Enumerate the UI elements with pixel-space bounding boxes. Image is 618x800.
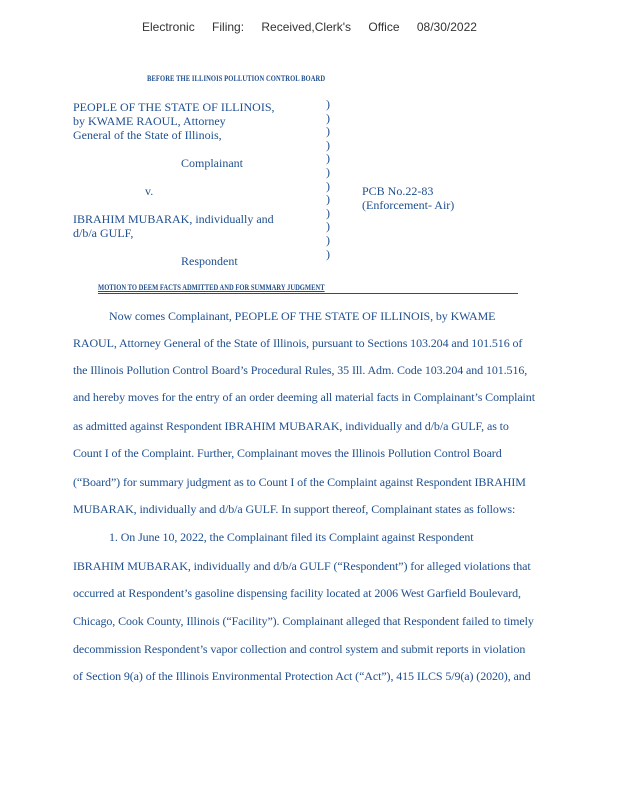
title-rule [98,293,518,294]
body-line: decommission Respondent’s vapor collection and control system and submit reports in violation [73,642,526,656]
paren: ) [326,110,330,125]
case-type: (Enforcement- Air) [362,198,455,212]
paren: ) [326,219,330,234]
numbered-paragraph-1: 1. On June 10, 2022, the Complainant filed its Complaint against Respondent [109,530,474,544]
body-line: RAOUL, Attorney General of the State of Illinois, pursuant to Sections 103.204 and 101.516 of [73,336,523,350]
plaintiff-line-3: General of the State of Illinois, [73,128,222,142]
paren: ) [326,124,330,139]
body-line: IBRAHIM MUBARAK, individually and d/b/a GULF (“Respondent”) for alleged violations that [73,559,531,573]
versus: v. [145,184,154,198]
header-filing: Filing: [212,20,245,34]
header-office: Office [368,20,400,34]
paren: ) [326,205,330,220]
plaintiff-line-1: PEOPLE OF THE STATE OF ILLINOIS, [73,100,275,114]
body-line: (“Board”) for summary judgment as to Count I of the Complaint against Respondent IBRAHIM [73,475,526,489]
paren: ) [326,151,330,166]
paren: ) [326,246,330,261]
paren: ) [326,178,330,193]
board-title: BEFORE THE ILLINOIS POLLUTION CONTROL BOARD [147,74,326,83]
body-line: of Section 9(a) of the Illinois Environmental Protection Act (“Act”), 415 ILCS 5/9(a) (2020), and [73,669,531,683]
paren: ) [326,137,330,152]
header-received: Received,Clerk's [261,20,352,34]
case-number: PCB No.22-83 [362,184,434,198]
body-line: the Illinois Pollution Control Board’s Procedural Rules, 35 Ill. Adm. Code 103.204 and 101.516, [73,363,528,377]
respondent-line-1: IBRAHIM MUBARAK, individually and [73,212,274,226]
body-line: as admitted against Respondent IBRAHIM MUBARAK, individually and d/b/a GULF, as to [73,419,509,433]
paren: ) [326,165,330,179]
paren: ) [326,233,330,247]
header-date: 08/30/2022 [416,20,477,34]
respondent-line-2: d/b/a GULF, [73,226,134,240]
body-line: Chicago, Cook County, Illinois (“Facility”). Complainant alleged that Respondent failed to timely [73,614,534,628]
body-line: MUBARAK, individually and d/b/a GULF. In support thereof, Complainant states as follows: [73,502,516,516]
header-electronic: Electronic [142,20,195,34]
body-line: Count I of the Complaint. Further, Complainant moves the Illinois Pollution Control Board [73,446,502,460]
body-line: and hereby moves for the entry of an order deeming all material facts in Complainant’s Complaint [73,390,535,404]
e-filing-header [142,20,491,34]
body-line: Now comes Complainant, PEOPLE OF THE STATE OF ILLINOIS, by KWAME [109,309,496,323]
respondent-role: Respondent [181,254,238,268]
motion-title: MOTION TO DEEM FACTS ADMITTED AND FOR SUMMARY JUDGMENT [98,283,325,292]
plaintiff-line-2: by KWAME RAOUL, Attorney [73,114,226,128]
paren: ) [326,97,330,111]
complainant-role: Complainant [181,156,243,170]
body-line: occurred at Respondent’s gasoline dispensing facility located at 2006 West Garfield Boulevard, [73,586,521,600]
paren: ) [326,192,330,207]
